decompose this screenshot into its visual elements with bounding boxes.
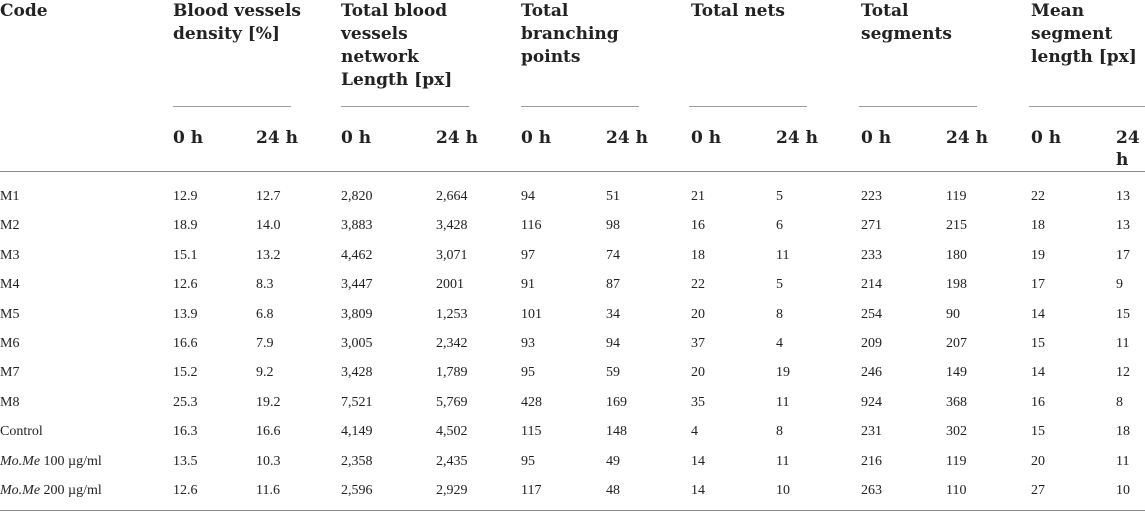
table-cell: 49	[606, 453, 621, 469]
table-cell: 924	[861, 394, 883, 410]
table-cell: 3,883	[341, 218, 373, 234]
table-cell: 16	[691, 218, 706, 234]
table-row	[0, 241, 1145, 270]
table-cell: 2,342	[436, 336, 468, 352]
header-line: points	[521, 47, 581, 67]
group-header-total-nets	[691, 0, 861, 107]
table-row	[0, 172, 1145, 212]
group-header-network-length	[341, 0, 521, 107]
row-code	[0, 172, 173, 212]
table-cell: 4	[691, 424, 699, 440]
table-cell: 20	[691, 365, 706, 381]
group-header-mean-segment-length	[1031, 0, 1145, 107]
table-cell: 3,428	[341, 365, 373, 381]
table-cell: 95	[521, 453, 536, 469]
header-line: Total nets	[691, 1, 785, 21]
table-cell: 13.5	[173, 453, 198, 469]
table-cell: 18	[1116, 424, 1131, 440]
table-cell: 11	[1116, 336, 1130, 352]
group-underline	[859, 106, 977, 107]
table-cell: 48	[606, 483, 621, 499]
table-cell: 214	[861, 277, 883, 293]
table-cell: 12.9	[173, 189, 198, 204]
table-cell: 93	[521, 336, 536, 352]
table-cell: 4,502	[436, 424, 468, 440]
table-cell: 223	[861, 189, 883, 204]
sub-header: 24 h	[776, 107, 861, 172]
table-row	[0, 300, 1145, 329]
table-cell: 13.9	[173, 306, 198, 322]
header-line: Total	[861, 1, 909, 21]
table-cell: 6	[776, 218, 784, 234]
table-cell: 5	[776, 277, 784, 293]
table-cell: 22	[691, 277, 706, 293]
row-code-italic: Mo.Me	[0, 483, 41, 499]
table-cell: 12.7	[256, 189, 281, 204]
header-line: Mean	[1031, 1, 1085, 21]
table-cell: 74	[606, 247, 621, 263]
header-line: Length [px]	[341, 70, 453, 90]
table-cell: 2,358	[341, 453, 373, 469]
group-header-row	[0, 0, 1145, 107]
header-line: Total	[521, 1, 569, 21]
table-cell: 254	[861, 306, 883, 322]
row-code-text: M2	[0, 218, 20, 234]
header-line: branching	[521, 24, 619, 44]
row-code	[0, 447, 173, 476]
row-code	[0, 476, 173, 505]
table-cell: 231	[861, 424, 883, 440]
table-cell: 3,428	[436, 218, 468, 234]
table-cell: 198	[946, 277, 968, 293]
table-cell: 101	[521, 306, 543, 322]
table-cell: 271	[861, 218, 883, 234]
header-line: Blood vessels	[173, 1, 301, 21]
table-cell: 119	[946, 453, 967, 469]
table-cell: 8.3	[256, 277, 274, 293]
row-code-text: 100 µg/ml	[40, 453, 102, 469]
table-cell: 14	[691, 483, 706, 499]
table-cell: 149	[946, 365, 968, 381]
table-cell: 27	[1031, 483, 1046, 499]
table-cell: 9	[1116, 277, 1124, 293]
table-cell: 116	[521, 218, 542, 234]
table-cell: 3,071	[436, 247, 468, 263]
table-cell: 10.3	[256, 453, 281, 469]
table-cell: 10	[1116, 483, 1131, 499]
table-cell: 246	[861, 365, 883, 381]
table-cell: 368	[946, 394, 968, 410]
table-cell: 115	[521, 424, 542, 440]
table-cell: 180	[946, 247, 968, 263]
table-cell: 14	[691, 453, 706, 469]
table-cell: 4	[776, 336, 784, 352]
table-cell: 8	[1116, 394, 1124, 410]
table-cell: 19	[1031, 247, 1046, 263]
row-code	[0, 241, 173, 270]
table-cell: 18	[691, 247, 706, 263]
table-cell: 17	[1116, 247, 1131, 263]
group-header-branching-points	[521, 0, 691, 107]
table-cell: 9.2	[256, 365, 274, 381]
table-cell: 233	[861, 247, 883, 263]
table-cell: 90	[946, 306, 961, 322]
table-cell: 4,149	[341, 424, 373, 440]
row-code-text: M1	[0, 189, 20, 204]
table-cell: 16.3	[173, 424, 198, 440]
sub-header: 0 h	[691, 107, 776, 172]
table-cell: 6.8	[256, 306, 274, 322]
table-cell: 119	[946, 189, 967, 204]
table-cell: 13	[1116, 218, 1131, 234]
header-line: length [px]	[1031, 47, 1137, 67]
sub-header: 0 h	[521, 107, 606, 172]
table-cell: 2,820	[341, 189, 373, 204]
table-cell: 94	[606, 336, 621, 352]
table-cell: 19.2	[256, 394, 281, 410]
table-cell: 7,521	[341, 394, 373, 410]
table-cell: 8	[776, 306, 784, 322]
table-cell: 215	[946, 218, 968, 234]
header-line: density [%]	[173, 24, 280, 44]
table-cell: 17	[1031, 277, 1046, 293]
header-line: segment	[1031, 24, 1113, 44]
table-cell: 14.0	[256, 218, 281, 234]
table-cell: 15	[1031, 336, 1046, 352]
table-cell: 16.6	[173, 336, 198, 352]
table-row	[0, 270, 1145, 299]
table-bottom-rule	[0, 510, 1145, 511]
sub-header: 24 h	[256, 107, 341, 172]
row-code	[0, 388, 173, 417]
header-line: Total blood	[341, 1, 448, 21]
table-cell: 8	[776, 424, 784, 440]
sub-header: 24 h	[606, 107, 691, 172]
table-cell: 209	[861, 336, 883, 352]
table-cell: 11	[776, 247, 790, 263]
header-line: segments	[861, 24, 952, 44]
group-underline	[341, 106, 469, 107]
table-cell: 117	[521, 483, 542, 499]
table-cell: 97	[521, 247, 536, 263]
table-cell: 216	[861, 453, 883, 469]
group-underline	[521, 106, 639, 107]
group-underline	[1029, 106, 1145, 107]
table-cell: 1,253	[436, 306, 468, 322]
group-header-density	[173, 0, 341, 107]
table-cell: 3,447	[341, 277, 373, 293]
table-cell: 11.6	[256, 483, 280, 499]
table-cell: 91	[521, 277, 536, 293]
row-code-text: 200 µg/ml	[40, 483, 102, 499]
table-cell: 4,462	[341, 247, 373, 263]
table-cell: 14	[1031, 306, 1046, 322]
table-cell: 2,596	[341, 483, 373, 499]
row-code	[0, 270, 173, 299]
table-cell: 3,005	[341, 336, 373, 352]
table-cell: 22	[1031, 189, 1046, 204]
table-row	[0, 476, 1145, 505]
table-cell: 16	[1031, 394, 1046, 410]
table-cell: 12.6	[173, 277, 198, 293]
table-cell: 14	[1031, 365, 1046, 381]
table-cell: 10	[776, 483, 791, 499]
table-cell: 37	[691, 336, 706, 352]
row-code-text: M3	[0, 247, 20, 263]
table-cell: 5	[776, 189, 784, 204]
table-cell: 13	[1116, 189, 1131, 204]
table-cell: 18	[1031, 218, 1046, 234]
header-line: network	[341, 47, 419, 67]
sub-header: 0 h	[173, 107, 256, 172]
row-code-italic: Mo.Me	[0, 453, 41, 469]
row-code	[0, 358, 173, 387]
row-code	[0, 300, 173, 329]
table-cell: 5,769	[436, 394, 468, 410]
code-header: Code	[0, 1, 48, 21]
row-code-text: M6	[0, 336, 20, 352]
table-cell: 110	[946, 483, 967, 499]
table-cell: 20	[1031, 453, 1046, 469]
table-cell: 2,664	[436, 189, 468, 204]
table-row	[0, 211, 1145, 240]
sub-header: 24 h	[1116, 107, 1145, 172]
table-cell: 7.9	[256, 336, 274, 352]
row-code	[0, 417, 173, 446]
table-cell: 98	[606, 218, 621, 234]
table-cell: 18.9	[173, 218, 198, 234]
table-cell: 35	[691, 394, 706, 410]
table-row	[0, 358, 1145, 387]
table-cell: 12.6	[173, 483, 198, 499]
group-underline	[689, 106, 807, 107]
table-cell: 11	[776, 453, 790, 469]
table-cell: 19	[776, 365, 791, 381]
sub-header-row	[0, 107, 1145, 172]
table-cell: 15.2	[173, 365, 198, 381]
table-cell: 25.3	[173, 394, 198, 410]
table-cell: 95	[521, 365, 536, 381]
row-code	[0, 211, 173, 240]
table-cell: 2001	[436, 277, 464, 293]
table-cell: 2,929	[436, 483, 468, 499]
table-cell: 207	[946, 336, 968, 352]
row-code-text: Control	[0, 424, 43, 440]
header-line: vessels	[341, 24, 408, 44]
table-cell: 169	[606, 394, 628, 410]
table-cell: 21	[691, 189, 706, 204]
row-code	[0, 329, 173, 358]
table-cell: 15	[1031, 424, 1046, 440]
table-cell: 302	[946, 424, 968, 440]
row-code-text: M5	[0, 306, 20, 322]
sub-header: 24 h	[436, 107, 521, 172]
table-cell: 59	[606, 365, 621, 381]
table-row	[0, 329, 1145, 358]
table-cell: 51	[606, 189, 621, 204]
sub-header: 0 h	[861, 107, 946, 172]
row-code-text: M7	[0, 365, 20, 381]
table-cell: 94	[521, 189, 536, 204]
table-cell: 15	[1116, 306, 1131, 322]
table-cell: 87	[606, 277, 621, 293]
sub-header: 0 h	[1031, 107, 1116, 172]
table-cell: 16.6	[256, 424, 281, 440]
table-cell: 263	[861, 483, 883, 499]
table-cell: 12	[1116, 365, 1131, 381]
table-cell: 1,789	[436, 365, 468, 381]
table-cell: 3,809	[341, 306, 373, 322]
table-cell: 34	[606, 306, 621, 322]
table-cell: 15.1	[173, 247, 198, 263]
sub-header: 24 h	[946, 107, 1031, 172]
table-cell: 11	[1116, 453, 1130, 469]
group-header-total-segments	[861, 0, 1031, 107]
table-cell: 2,435	[436, 453, 468, 469]
sub-header: 0 h	[341, 107, 436, 172]
table-cell: 148	[606, 424, 628, 440]
row-code-text: M4	[0, 277, 20, 293]
sub-header-empty	[0, 107, 173, 172]
group-underline	[173, 106, 291, 107]
table-cell: 11	[776, 394, 790, 410]
table-body	[0, 172, 1145, 506]
table-cell: 13.2	[256, 247, 281, 263]
table-cell: 428	[521, 394, 543, 410]
table-row	[0, 417, 1145, 446]
table-cell: 20	[691, 306, 706, 322]
table-row	[0, 447, 1145, 476]
table-row	[0, 388, 1145, 417]
row-code-text: M8	[0, 394, 20, 410]
